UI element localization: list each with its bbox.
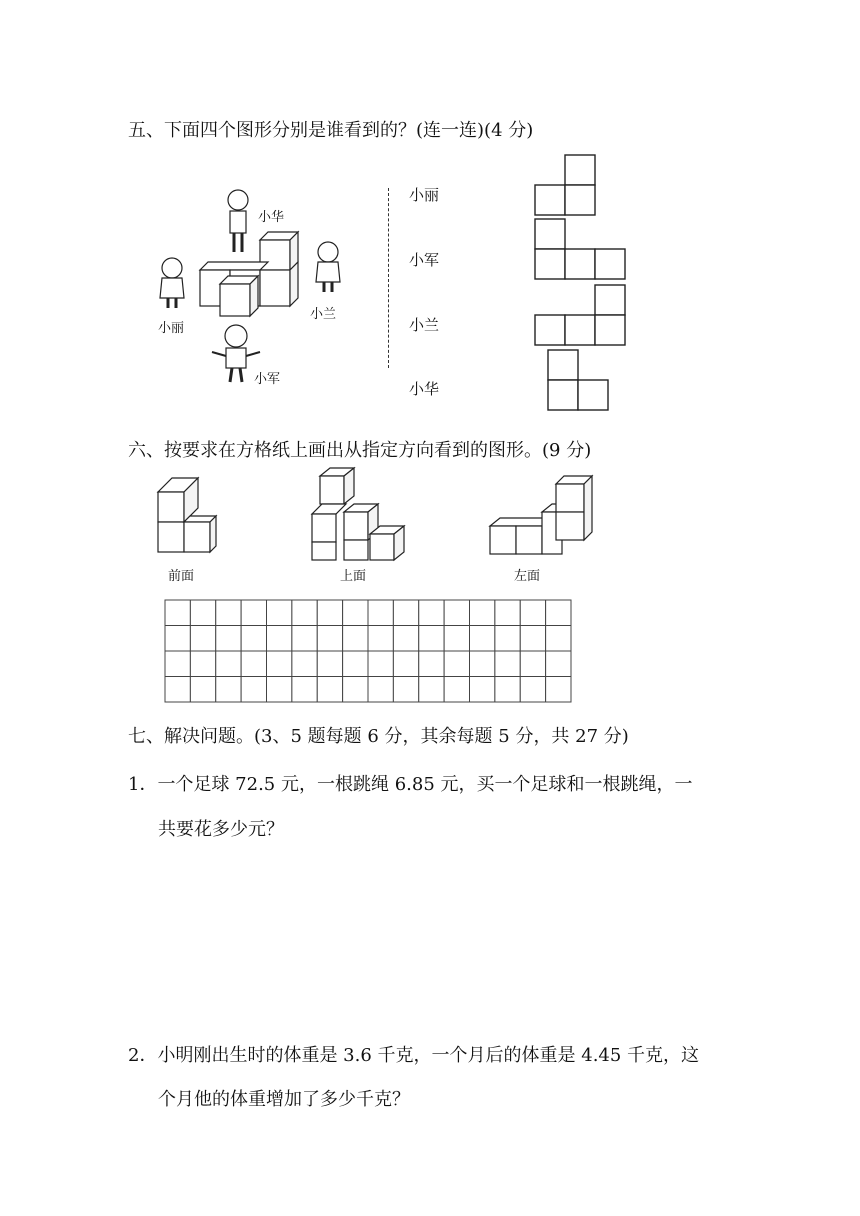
grid-cell[interactable] <box>317 677 342 703</box>
grid-cell[interactable] <box>444 651 469 677</box>
view-label-3: 小兰 <box>409 316 440 334</box>
question-1-line-2: 共要花多少元？ <box>158 819 284 840</box>
grid-cell[interactable] <box>165 651 190 677</box>
grid-cell[interactable] <box>216 651 241 677</box>
children-cubes-illustration <box>150 180 380 395</box>
grid-cell[interactable] <box>419 677 444 703</box>
cube-figure-front <box>158 478 216 552</box>
section-6-cube-figures <box>150 466 610 566</box>
grid-cell[interactable] <box>368 677 393 703</box>
grid-cell[interactable] <box>216 677 241 703</box>
grid-cell[interactable] <box>241 626 266 652</box>
grid-cell[interactable] <box>393 600 418 626</box>
child-li-icon <box>160 258 184 308</box>
view-label-1: 小丽 <box>409 186 440 204</box>
grid-cell[interactable] <box>444 677 469 703</box>
grid-cell[interactable] <box>393 677 418 703</box>
grid-cell[interactable] <box>470 651 495 677</box>
grid-cell[interactable] <box>343 677 368 703</box>
grid-paper[interactable] <box>164 599 572 703</box>
grid-cell[interactable] <box>368 626 393 652</box>
view-shape-3 <box>535 285 625 345</box>
grid-cell[interactable] <box>267 651 292 677</box>
grid-cell[interactable] <box>343 600 368 626</box>
grid-cell[interactable] <box>343 626 368 652</box>
grid-cell[interactable] <box>419 651 444 677</box>
grid-cell[interactable] <box>520 600 545 626</box>
view-shapes <box>534 155 634 415</box>
name-lan: 小兰 <box>310 307 337 322</box>
grid-cell[interactable] <box>495 600 520 626</box>
grid-cell[interactable] <box>317 600 342 626</box>
view-shape-1 <box>535 155 595 215</box>
grid-cell[interactable] <box>165 677 190 703</box>
caption-left: 左面 <box>514 569 541 584</box>
caption-top: 上面 <box>340 569 367 584</box>
question-1-line-1: 1．一个足球 72.5 元，一根跳绳 6.85 元，买一个足球和一根跳绳，一 <box>128 774 693 795</box>
grid-cell[interactable] <box>520 677 545 703</box>
grid-cell[interactable] <box>190 626 215 652</box>
caption-front: 前面 <box>168 569 195 584</box>
grid-cell[interactable] <box>470 600 495 626</box>
grid-cell[interactable] <box>241 600 266 626</box>
grid-cell[interactable] <box>241 677 266 703</box>
grid-cell[interactable] <box>520 626 545 652</box>
question-2-line-2: 个月他的体重增加了多少千克？ <box>158 1089 410 1110</box>
cube-figure-left <box>490 476 592 554</box>
child-jun-icon <box>212 325 260 382</box>
grid-cell[interactable] <box>190 651 215 677</box>
grid-cell[interactable] <box>343 651 368 677</box>
grid-cell[interactable] <box>317 651 342 677</box>
grid-cell[interactable] <box>190 677 215 703</box>
grid-cell[interactable] <box>267 600 292 626</box>
grid-cell[interactable] <box>267 677 292 703</box>
name-li: 小丽 <box>158 321 185 336</box>
grid-cell[interactable] <box>546 677 571 703</box>
grid-cell[interactable] <box>393 651 418 677</box>
child-hua-icon <box>228 190 248 252</box>
grid-cell[interactable] <box>419 626 444 652</box>
section-7-heading: 七、解决问题。(3、5 题每题 6 分，其余每题 5 分，共 27 分) <box>128 726 629 747</box>
grid-cell[interactable] <box>546 600 571 626</box>
section-6-heading: 六、按要求在方格纸上画出从指定方向看到的图形。(9 分) <box>128 440 592 461</box>
name-hua: 小华 <box>258 210 285 225</box>
view-shape-4 <box>548 350 608 410</box>
grid-cell[interactable] <box>317 626 342 652</box>
grid-cell[interactable] <box>216 626 241 652</box>
grid-cell[interactable] <box>393 626 418 652</box>
grid-cell[interactable] <box>368 651 393 677</box>
grid-cell[interactable] <box>165 626 190 652</box>
grid-cell[interactable] <box>495 651 520 677</box>
grid-cell[interactable] <box>292 677 317 703</box>
grid-cell[interactable] <box>216 600 241 626</box>
grid-cell[interactable] <box>444 626 469 652</box>
grid-cell[interactable] <box>495 677 520 703</box>
grid-cell[interactable] <box>520 651 545 677</box>
grid-cell[interactable] <box>241 651 266 677</box>
name-jun: 小军 <box>254 372 281 387</box>
grid-cell[interactable] <box>546 651 571 677</box>
grid-cell[interactable] <box>495 626 520 652</box>
grid-cell[interactable] <box>470 677 495 703</box>
grid-cell[interactable] <box>292 626 317 652</box>
grid-cell[interactable] <box>292 600 317 626</box>
grid-cell[interactable] <box>190 600 215 626</box>
cube-figure-top <box>312 468 404 560</box>
view-label-2: 小军 <box>409 251 440 269</box>
child-lan-icon <box>316 242 340 292</box>
grid-cell[interactable] <box>444 600 469 626</box>
view-label-4: 小华 <box>409 380 440 398</box>
dashed-divider <box>388 188 389 368</box>
section-5-heading: 五、下面四个图形分别是谁看到的？(连一连)(4 分) <box>128 120 534 141</box>
grid-cell[interactable] <box>267 626 292 652</box>
view-shape-2 <box>535 219 625 279</box>
grid-cell[interactable] <box>165 600 190 626</box>
grid-cell[interactable] <box>419 600 444 626</box>
grid-cell[interactable] <box>470 626 495 652</box>
grid-cell[interactable] <box>292 651 317 677</box>
grid-cell[interactable] <box>546 626 571 652</box>
grid-cell[interactable] <box>368 600 393 626</box>
question-2-line-1: 2．小明刚出生时的体重是 3.6 千克，一个月后的体重是 4.45 千克，这 <box>128 1045 700 1066</box>
